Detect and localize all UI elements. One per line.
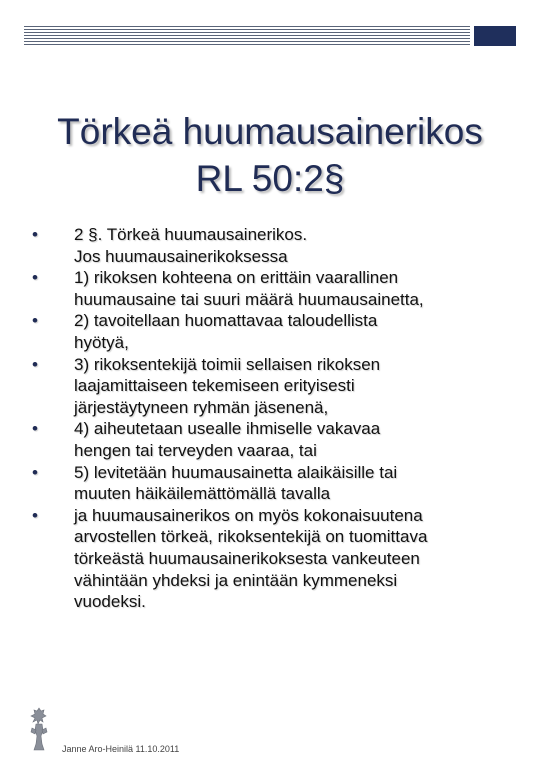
bullet-text-line: ja huumausainerikos on myös kokonaisuutena (74, 505, 423, 525)
bullet-text-line: 1) rikoksen kohteena on erittäin vaarallinen (74, 268, 399, 288)
bullet-icon: • (32, 462, 38, 482)
bullet-icon: • (32, 505, 38, 525)
bullet-text-line: Jos huumausainerikoksessa (74, 246, 288, 266)
bullet-item (32, 310, 512, 353)
slide-title-line-2: RL 50:2§ (195, 158, 345, 199)
bullet-text-line: muuten häikäilemättömällä tavalla (74, 484, 331, 504)
slide-title (20, 108, 520, 202)
bullet-text-line: vähintään yhdeksi ja enintään kymmeneksi (74, 570, 398, 590)
bullet-text-line: 5) levitetään huumausainetta alaikäisille tai (74, 462, 398, 482)
bullet-text-line: huumausaine tai suuri määrä huumausainetta, (74, 289, 424, 309)
bullet-item (32, 267, 512, 310)
bullet-item (32, 354, 512, 419)
bullet-item (32, 224, 512, 267)
bullet-icon: • (32, 268, 38, 288)
bullet-text-line: hengen tai terveyden vaaraa, tai (74, 440, 317, 460)
bullet-text-line: törkeästä huumausainerikoksesta vankeuteen (74, 548, 420, 568)
bullet-text-line: arvostellen törkeä, rikoksentekijä on tuomittava (74, 527, 428, 547)
bullet-icon: • (32, 419, 38, 439)
bullet-list (32, 224, 512, 613)
footer-author-date: Janne Aro-Heinilä 11.10.2011 (62, 744, 180, 754)
bullet-item (32, 462, 512, 505)
slide-title-line-1: Törkeä huumausainerikos (57, 111, 483, 152)
bullet-icon: • (32, 354, 38, 374)
lion-crest-icon (28, 706, 50, 752)
bullet-icon: • (32, 225, 38, 244)
bullet-text-line: vuodeksi. (74, 592, 146, 612)
bullet-text-line: 3) rikoksentekijä toimii sellaisen rikoksen (74, 354, 381, 374)
bullet-item (32, 505, 512, 613)
bullet-text-line: hyötyä, (74, 332, 129, 352)
header-accent-box (474, 26, 516, 46)
bullet-text-line: 4) aiheutetaan usealle ihmiselle vakavaa (74, 419, 381, 439)
bullet-text-line: laajamittaiseen tekemiseen erityisesti (74, 376, 355, 396)
header-stripe-bar (24, 26, 470, 46)
bullet-item (32, 418, 512, 461)
bullet-text-line: 2 §. Törkeä huumausainerikos. (74, 225, 308, 244)
bullet-icon: • (32, 311, 38, 331)
bullet-text-line: 2) tavoitellaan huomattavaa taloudellista (74, 311, 378, 331)
bullet-text-line: järjestäytyneen ryhmän jäsenenä, (74, 397, 329, 417)
